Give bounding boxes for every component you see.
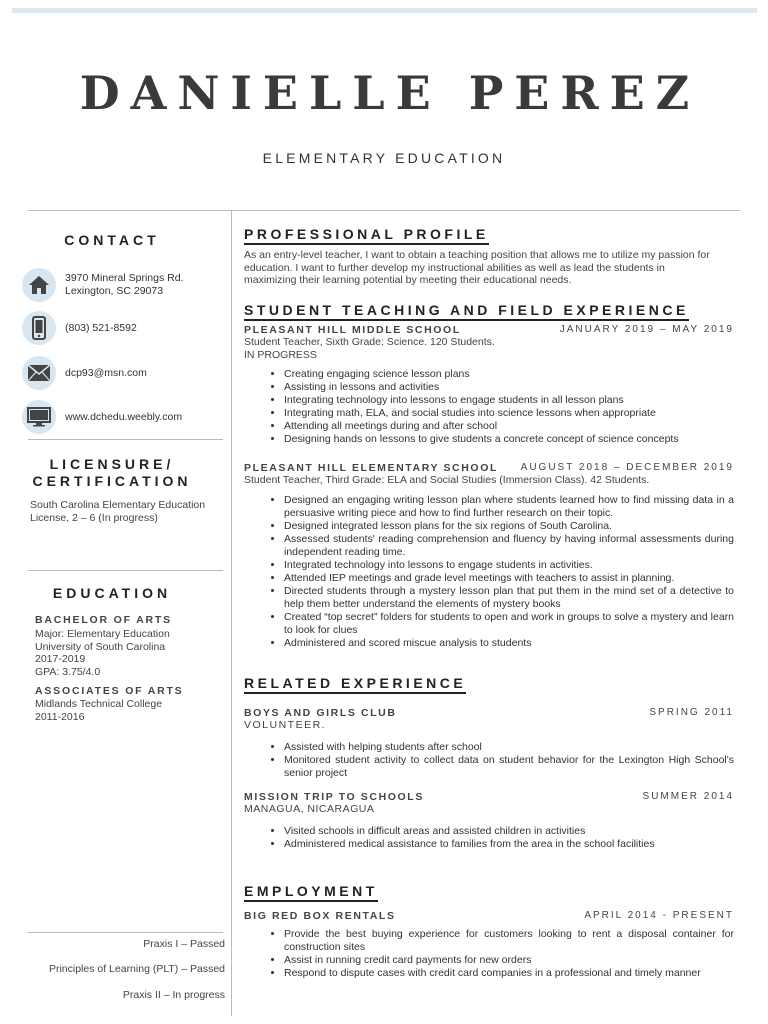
monitor-icon [22, 400, 56, 434]
org-name: PLEASANT HILL ELEMENTARY SCHOOL [244, 462, 498, 474]
date-range: AUGUST 2018 – DECEMBER 2019 [520, 462, 734, 473]
praxis-item: Praxis II – In progress [122, 989, 225, 1001]
related-experience-heading: RELATED EXPERIENCE [244, 675, 466, 694]
degree-line: GPA: 3.75/4.0 [35, 665, 101, 678]
phone-icon [22, 311, 56, 345]
candidate-subtitle: ELEMENTARY EDUCATION [262, 150, 506, 166]
list-item: • Integrating math, ELA, and social studies into science lessons when appropriate [284, 407, 734, 420]
list-item: • Directed students through a mystery lesson plan that put them in the mind set of a detective to help them better understand the elements of mystery books [284, 585, 734, 611]
licensure-heading-line1: LICENSURE/ [49, 456, 175, 472]
degree-details [35, 698, 162, 723]
employment-heading: EMPLOYMENT [244, 883, 378, 902]
licensure-heading [28, 456, 196, 490]
licensure-text [30, 499, 205, 525]
role-line: Student Teacher, Sixth Grade: Science. 120 Students. [244, 336, 495, 348]
sidebar-divider [28, 570, 223, 571]
status-line: IN PROGRESS [244, 348, 317, 361]
teaching-heading: STUDENT TEACHING AND FIELD EXPERIENCE [244, 302, 689, 321]
header-divider [28, 210, 740, 211]
degree-line: Midlands Technical College [35, 698, 163, 710]
teaching-entry [244, 324, 734, 446]
teaching-entry [244, 462, 734, 650]
list-item: • Created “top secret” folders for students to open and work in groups to solve a mystery and learn to look for clues [284, 611, 734, 637]
licensure-line1: South Carolina Elementary Education [30, 499, 206, 511]
list-item: • Attending all meetings during and after school [284, 420, 734, 433]
phone-number[interactable]: (803) 521-8592 [65, 321, 137, 334]
praxis-item: Praxis I – Passed [143, 938, 225, 950]
related-entry [244, 791, 734, 851]
home-icon [22, 268, 56, 302]
bullet-list [244, 368, 734, 446]
contact-address [22, 268, 183, 302]
list-item: • Designed integrated lesson plans for the six regions of South Carolina. [284, 520, 734, 533]
related-entry [244, 707, 734, 780]
list-item: • Visited schools in difficult areas and assisted children in activities [284, 825, 734, 838]
org-name: MISSION TRIP TO SCHOOLS [244, 791, 424, 803]
praxis-item: Principles of Learning (PLT) – Passed [48, 963, 225, 975]
contact-email [22, 356, 147, 390]
column-divider [231, 210, 232, 1016]
degree-line: Major: Elementary Education [35, 628, 170, 640]
address-line-2: Lexington, SC 29073 [65, 285, 164, 297]
list-item: • Monitored student activity to collect data on student behavior for the Lexington High School's senior project [284, 754, 734, 780]
email-address[interactable]: dcp93@msn.com [65, 366, 147, 379]
list-item: • Integrated technology into lessons to engage students in activities. [284, 559, 734, 572]
list-item: • Assessed students' reading comprehension and fluency by having informal assessments during independent reading time. [284, 533, 734, 559]
location-line: MANAGUA, NICARAGUA [244, 803, 375, 815]
education-heading: EDUCATION [52, 585, 172, 601]
sidebar-divider [28, 439, 223, 440]
licensure-heading-line2: CERTIFICATION [32, 473, 192, 489]
list-item: • Administered medical assistance to families from the area in the school facilities [284, 838, 734, 851]
date-range: SPRING 2011 [649, 707, 734, 718]
degree-title: BACHELOR OF ARTS [35, 614, 172, 626]
list-item: • Provide the best buying experience for customers looking to rent a disposal container for construction sites [284, 928, 734, 954]
org-name: BOYS AND GIRLS CLUB [244, 707, 397, 719]
org-name: PLEASANT HILL MIDDLE SCHOOL [244, 324, 461, 336]
sidebar-divider [28, 932, 223, 933]
date-range: JANUARY 2019 – MAY 2019 [559, 324, 734, 335]
list-item: • Respond to dispute cases with credit card companies in a professional and timely manner [284, 967, 734, 980]
bullet-list [244, 494, 734, 650]
website-url[interactable]: www.dchedu.weebly.com [65, 410, 183, 423]
degree-line: 2017-2019 [35, 653, 86, 665]
bullet-list [244, 741, 734, 780]
list-item: • Designing hands on lessons to give students a concrete concept of science concepts [284, 433, 734, 446]
role-line: Student Teacher, Third Grade: ELA and Social Studies (Immersion Class). 42 Students. [244, 474, 650, 486]
mail-icon [22, 356, 56, 390]
list-item: • Creating engaging science lesson plans [284, 368, 734, 381]
degree-line: University of South Carolina [35, 640, 166, 653]
contact-phone [22, 311, 137, 345]
list-item: • Integrating technology into lessons to engage students in all lesson plans [284, 394, 734, 407]
bullet-list [244, 825, 734, 851]
list-item: • Administered and scored miscue analysis to students [284, 637, 734, 650]
candidate-name: DANIELLE PEREZ [79, 66, 701, 120]
date-range: APRIL 2014 - PRESENT [584, 910, 734, 921]
top-accent-bar [12, 8, 757, 13]
list-item: • Designed an engaging writing lesson plan where students learned how to find missing data in a persuasive writing piece and how to find further research on their topic. [284, 494, 734, 520]
contact-website [22, 400, 182, 434]
org-name: BIG RED BOX RENTALS [244, 910, 396, 922]
list-item: • Assisting in lessons and activities [284, 381, 734, 394]
employment-entry [244, 910, 734, 980]
degree-title: ASSOCIATES OF ARTS [35, 685, 184, 697]
date-range: SUMMER 2014 [642, 791, 734, 802]
list-item: • Attended IEP meetings and grade level meetings with teachers to assist in planning. [284, 572, 734, 585]
degree-details [35, 628, 170, 678]
licensure-line2: License, 2 – 6 (In progress) [30, 512, 158, 524]
profile-text: As an entry-level teacher, I want to obtain a teaching position that allows me to utilize my passion for education. I want to further develop my instructional abilities as well as lead the students in maximizing their learning potential by meeting their educational needs. [244, 249, 710, 286]
professional-profile-heading: PROFESSIONAL PROFILE [244, 226, 489, 245]
role-line: VOLUNTEER. [244, 719, 327, 731]
degree-line: 2011-2016 [35, 710, 85, 723]
list-item: • Assist in running credit card payments for new orders [284, 954, 734, 967]
bullet-list [244, 928, 734, 980]
address-line-1: 3970 Mineral Springs Rd. [65, 272, 184, 284]
contact-heading: CONTACT [64, 232, 160, 248]
list-item: • Assisted with helping students after school [284, 741, 734, 754]
